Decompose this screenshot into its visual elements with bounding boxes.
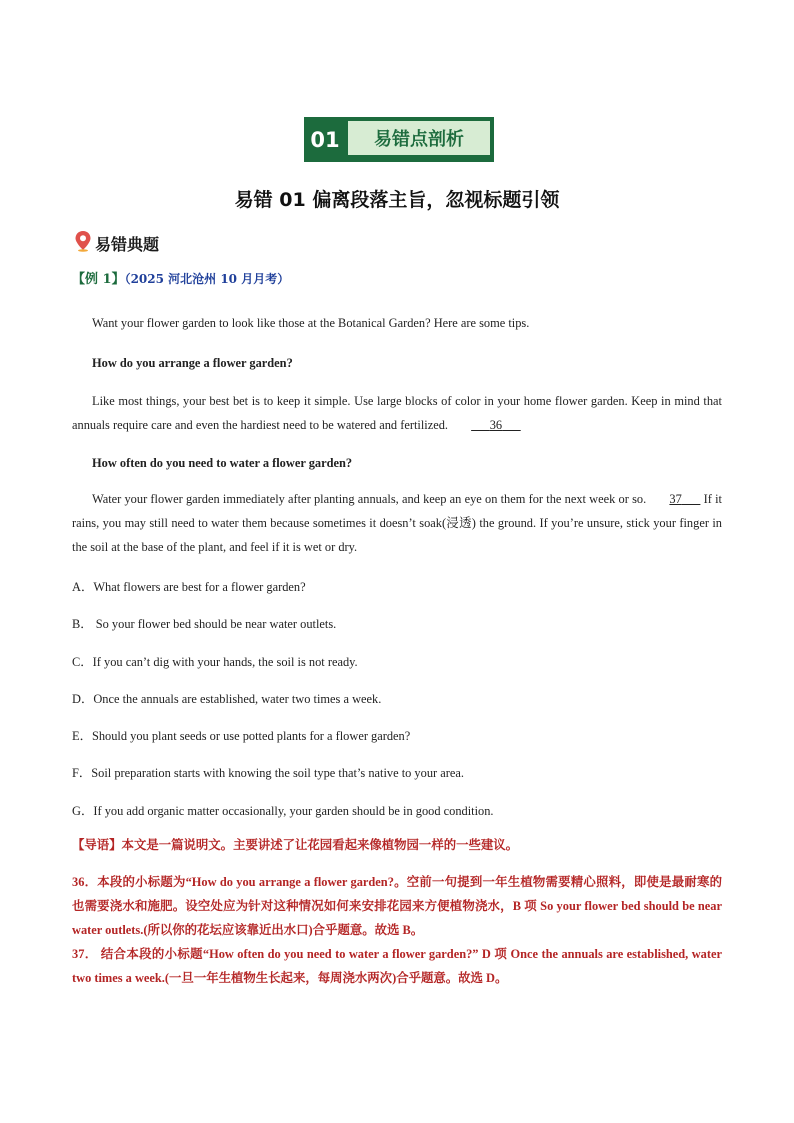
location-pin-icon [74, 230, 92, 256]
option-d: D．Once the annuals are established, water two times a week. [72, 692, 382, 706]
section-title: 易错 01 偏离段落主旨，忽视标题引领 [234, 189, 560, 211]
option-c: C．If you can’t dig with your hands, the soil is not ready. [72, 655, 358, 669]
example-source: （2025 河北沧州 10 月月考） [124, 272, 290, 286]
example-header [72, 268, 289, 287]
option-f: F．Soil preparation starts with knowing the soil type that’s native to your area. [72, 766, 464, 780]
option-g: G．If you add organic matter occasionally, your garden should be in good condition. [72, 804, 494, 818]
passage-heading-1: How do you arrange a flower garden? [92, 356, 293, 370]
option-a: A．What flowers are best for a flower garden? [72, 580, 306, 594]
badge-title: 易错点剖析 [348, 121, 490, 155]
passage-paragraph-2 [72, 487, 722, 559]
section-badge [304, 117, 494, 162]
sub-heading [74, 230, 159, 256]
paragraph-2-text-after: If it rains, you may still need to water them because sometimes it doesn’t soak(浸透) the ground. If you’re unsure, stick your finger in the soil at the base of the plant, and feel if it is wet or dry. [72, 492, 722, 554]
option-b: B． So your flower bed should be near water outlets. [72, 617, 337, 631]
option-e: E．Should you plant seeds or use potted plants for a flower garden? [72, 729, 411, 743]
passage-paragraph-1 [72, 389, 722, 437]
analysis-q36: 36．本段的小标题为“How do you arrange a flower garden?。空前一句提到一年生植物需要精心照料，即使是最耐寒的也需要浇水和施肥。设空处应为针对这种情况如何来安排花园来方便植物浇水，B 项 So your flower bed should be near water outlets.(所以你的花坛应该靠近出水口)合乎题意。故选 B。 [72, 875, 722, 937]
paragraph-1-text: Like most things, your best bet is to keep it simple. Use large blocks of color in your home flower garden. Keep in mind that annuals require care and even the hardiest need to be watered and fertilized. [72, 394, 722, 432]
passage-heading-2: How often do you need to water a flower garden? [92, 456, 353, 470]
example-label: 【例 1】 [72, 272, 125, 287]
sub-heading-label: 易错典题 [95, 234, 160, 254]
analysis-intro: 【导语】本文是一篇说明文。主要讲述了让花园看起来像植物园一样的一些建议。 [72, 838, 519, 852]
blank-36: 36 [489, 418, 503, 432]
badge-number: 01 [310, 127, 340, 152]
paragraph-2-text-before: Water your flower garden immediately after planting annuals, and keep an eye on them for the next week or so. [92, 492, 647, 506]
analysis-q37: 37． 结合本段的小标题“How often do you need to water a flower garden?” D 项 Once the annuals are established, water two times a week.(一旦一年生植物生长起来，每周浇水两次)合乎题意。故选 D。 [72, 947, 722, 985]
passage-intro: Want your flower garden to look like those at the Botanical Garden? Here are some tips. [92, 316, 530, 330]
blank-37: 37 [669, 492, 682, 506]
